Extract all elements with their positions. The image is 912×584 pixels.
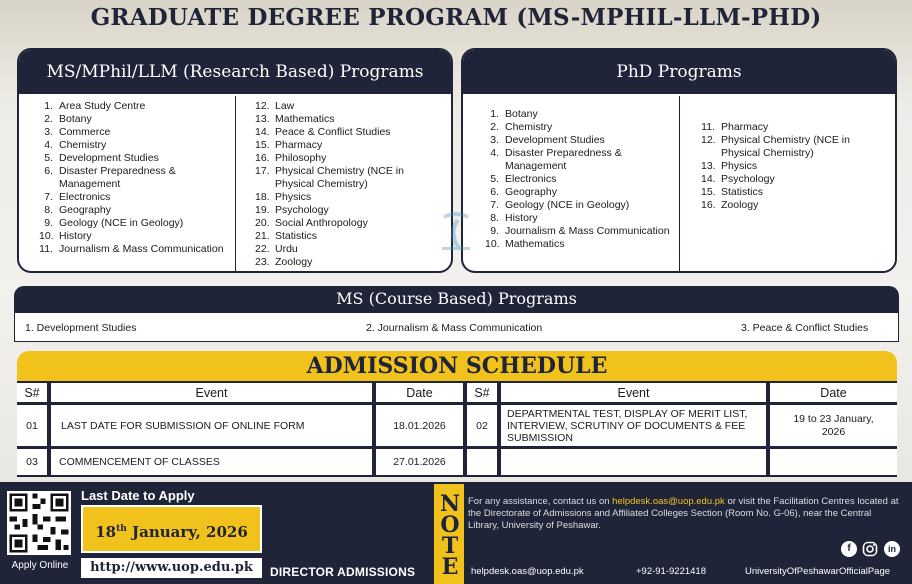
list-item: 2. Journalism & Mass Communication	[366, 322, 543, 334]
item-number: 8.	[490, 212, 499, 224]
phd-programs-panel	[461, 48, 897, 273]
item-label: Chemistry	[59, 139, 107, 151]
item-label: Physics	[721, 160, 758, 172]
list-item	[39, 113, 239, 126]
item-label: Geology (NCE in Geology)	[59, 217, 184, 229]
list-item	[39, 230, 239, 243]
item-label: Pharmacy	[721, 121, 769, 133]
row-03-date: 27.01.2026	[376, 449, 463, 475]
assist-email-link[interactable]: helpdesk.oas@uop.edu.pk	[612, 496, 725, 507]
list-item	[485, 134, 685, 147]
item-number: 15.	[255, 139, 270, 151]
row-01-sno: 01	[17, 405, 47, 446]
header-sno: S#	[467, 383, 497, 402]
phd-programs-left-list	[485, 96, 685, 271]
header-event: Event	[501, 383, 766, 402]
item-number: 4.	[490, 147, 499, 159]
item-label: Botany	[59, 113, 92, 125]
list-item	[255, 217, 445, 230]
item-number: 1.	[44, 100, 53, 112]
empty-cell	[770, 449, 897, 475]
list-item	[255, 165, 445, 191]
list-item	[255, 256, 445, 269]
header-event: Event	[51, 383, 372, 402]
university-emblem-watermark	[438, 207, 474, 255]
item-label: Physical Chemistry (NCE in Physical Chemistry)	[275, 165, 404, 190]
item-number: 14.	[255, 126, 270, 138]
course-programs-list	[14, 312, 899, 342]
course-programs-title: MS (Course Based) Programs	[14, 286, 899, 312]
item-label: Geography	[59, 204, 111, 216]
footer-phone: +92-91-9221418	[636, 566, 706, 577]
list-item	[701, 134, 889, 160]
item-number: 15.	[701, 186, 716, 198]
item-label: Physics	[275, 191, 312, 203]
list-item	[701, 160, 889, 173]
item-label: Law	[275, 100, 295, 112]
row-02-sno: 02	[467, 405, 497, 446]
row-03-sno: 03	[17, 449, 47, 475]
last-date-rest: January, 2026	[126, 523, 248, 541]
director-admissions: DIRECTOR ADMISSIONS	[270, 565, 416, 579]
item-number: 9.	[44, 217, 53, 229]
list-item	[255, 100, 445, 113]
list-item	[485, 186, 685, 199]
item-label: Commerce	[59, 126, 111, 138]
item-number: 19.	[255, 204, 270, 216]
item-label: History	[505, 212, 538, 224]
item-label: Electronics	[505, 173, 557, 185]
item-number: 10.	[39, 230, 54, 242]
list-item	[255, 204, 445, 217]
assistance-text	[468, 496, 904, 532]
list-item	[255, 152, 445, 165]
list-item	[255, 191, 445, 204]
item-label: Zoology	[275, 256, 313, 268]
list-item	[485, 225, 685, 238]
research-programs-left-list	[39, 96, 239, 271]
item-label: Social Anthropology	[275, 217, 368, 229]
facebook-icon[interactable]: f	[841, 541, 857, 557]
item-number: 16.	[255, 152, 270, 164]
item-number: 18.	[255, 191, 270, 203]
item-number: 11.	[701, 121, 715, 133]
item-label: Chemistry	[505, 121, 553, 133]
qr-code-icon[interactable]	[7, 491, 71, 555]
item-number: 21.	[255, 230, 270, 242]
note-letter: O	[440, 512, 460, 538]
item-label: Botany	[505, 108, 538, 120]
item-number: 1.	[490, 108, 499, 120]
list-item	[485, 212, 685, 225]
item-label: Urdu	[275, 243, 298, 255]
item-number: 3.	[490, 134, 499, 146]
item-number: 8.	[44, 204, 53, 216]
list-item	[39, 191, 239, 204]
list-item	[485, 147, 685, 173]
item-label: Physical Chemistry (NCE in Physical Chemistry)	[721, 134, 850, 159]
page-title: GRADUATE DEGREE PROGRAM (MS-MPHIL-LLM-PHD)	[90, 4, 822, 31]
item-label: Disaster Preparedness & Management	[59, 165, 176, 190]
row-01-event: LAST DATE FOR SUBMISSION OF ONLINE FORM	[51, 405, 372, 446]
item-label: Mathematics	[275, 113, 335, 125]
list-item	[39, 243, 239, 256]
item-number: 11.	[39, 243, 53, 255]
empty-cell	[501, 449, 766, 475]
row-03-event: COMMENCEMENT OF CLASSES	[51, 449, 372, 475]
item-number: 7.	[44, 191, 53, 203]
item-number: 4.	[44, 139, 53, 151]
linkedin-icon[interactable]: in	[884, 541, 900, 557]
list-item	[701, 199, 889, 212]
item-number: 12.	[701, 134, 716, 146]
research-programs-right-list	[255, 96, 445, 271]
list-item	[255, 126, 445, 139]
instagram-icon[interactable]	[862, 541, 878, 557]
last-date-label: Last Date to Apply	[81, 488, 195, 503]
list-item	[485, 199, 685, 212]
item-label: Area Study Centre	[59, 100, 146, 112]
item-label: Philosophy	[275, 152, 327, 164]
list-item: 3. Peace & Conflict Studies	[741, 322, 869, 334]
assist-text-pre: For any assistance, contact us on	[468, 496, 613, 507]
item-label: Development Studies	[59, 152, 159, 164]
list-item	[255, 243, 445, 256]
item-number: 23.	[255, 256, 270, 268]
note-letter: T	[441, 533, 459, 559]
item-number: 6.	[490, 186, 499, 198]
item-label: Psychology	[275, 204, 329, 216]
item-label: Disaster Preparedness & Management	[505, 147, 622, 172]
last-date-box	[81, 505, 262, 553]
list-item	[255, 230, 445, 243]
list-item	[39, 217, 239, 230]
phd-programs-right-list	[701, 96, 889, 271]
item-number: 7.	[490, 199, 499, 211]
item-number: 9.	[490, 225, 499, 237]
empty-cell	[467, 449, 497, 475]
list-item	[39, 165, 239, 191]
list-item	[39, 204, 239, 217]
note-letter: E	[441, 554, 459, 580]
item-number: 16.	[701, 199, 716, 211]
header-date: Date	[770, 383, 897, 402]
item-label: Journalism & Mass Communication	[59, 243, 224, 255]
schedule-title: ADMISSION SCHEDULE	[17, 351, 897, 381]
item-number: 17.	[255, 165, 270, 177]
item-label: Mathematics	[505, 238, 565, 250]
row-02-date: 19 to 23 January, 2026	[770, 405, 897, 446]
list-item	[485, 108, 685, 121]
item-number: 20.	[255, 217, 270, 229]
header-date: Date	[376, 383, 463, 402]
item-number: 2.	[490, 121, 499, 133]
list-item	[485, 238, 685, 251]
item-number: 10.	[485, 238, 500, 250]
list-item	[701, 121, 889, 134]
note-letter: N	[439, 491, 461, 517]
list-item	[255, 139, 445, 152]
last-date-suffix: th	[116, 524, 127, 534]
item-label: Peace & Conflict Studies	[275, 126, 391, 138]
list-item	[701, 186, 889, 199]
item-label: Geology (NCE in Geology)	[505, 199, 630, 211]
header-sno: S#	[17, 383, 47, 402]
research-programs-title: MS/MPhil/LLM (Research Based) Programs	[19, 50, 451, 94]
row-02-event: DEPARTMENTAL TEST, DISPLAY OF MERIT LIST, INTERVIEW, SCRUTINY OF DOCUMENTS & FEE SUBMISSION	[501, 405, 766, 446]
list-item: 1. Development Studies	[25, 322, 137, 334]
list-item	[39, 139, 239, 152]
divider	[235, 96, 236, 271]
phd-programs-title: PhD Programs	[463, 50, 895, 94]
item-label: Statistics	[721, 186, 764, 198]
last-date-day: 18	[95, 523, 117, 541]
footer-social-handle[interactable]: UniversityOfPeshawarOfficialPage	[745, 566, 891, 577]
item-label: Psychology	[721, 173, 775, 185]
item-label: Electronics	[59, 191, 111, 203]
footer-email[interactable]: helpdesk.oas@uop.edu.pk	[471, 566, 584, 577]
list-item	[701, 173, 889, 186]
assist-text-post: or visit the Facilitation Centres located at the Directorate of Admissions and Affiliated Colleges Section (Room No. G-06), near the Central Library, University of Peshawar.	[468, 496, 899, 531]
list-item	[485, 121, 685, 134]
item-label: Zoology	[721, 199, 759, 211]
item-label: Statistics	[275, 230, 318, 242]
list-item	[39, 100, 239, 113]
item-number: 22.	[255, 243, 270, 255]
item-label: Development Studies	[505, 134, 605, 146]
item-number: 14.	[701, 173, 716, 185]
apply-online-label: Apply Online	[11, 560, 69, 571]
note-label	[439, 491, 461, 580]
list-item	[485, 173, 685, 186]
item-number: 13.	[255, 113, 270, 125]
item-number: 5.	[490, 173, 499, 185]
list-item	[39, 152, 239, 165]
schedule-table	[17, 381, 897, 477]
list-item	[39, 126, 239, 139]
row-01-date: 18.01.2026	[376, 405, 463, 446]
item-label: History	[59, 230, 92, 242]
item-number: 3.	[44, 126, 53, 138]
website-link[interactable]: http://www.uop.edu.pk	[81, 558, 262, 578]
item-number: 13.	[701, 160, 716, 172]
item-number: 12.	[255, 100, 270, 112]
item-label: Geography	[505, 186, 557, 198]
item-label: Pharmacy	[275, 139, 323, 151]
divider	[679, 96, 680, 271]
list-item	[255, 113, 445, 126]
item-number: 2.	[44, 113, 53, 125]
item-number: 6.	[44, 165, 53, 177]
item-number: 5.	[44, 152, 53, 164]
research-programs-panel	[17, 48, 453, 273]
item-label: Journalism & Mass Communication	[505, 225, 670, 237]
